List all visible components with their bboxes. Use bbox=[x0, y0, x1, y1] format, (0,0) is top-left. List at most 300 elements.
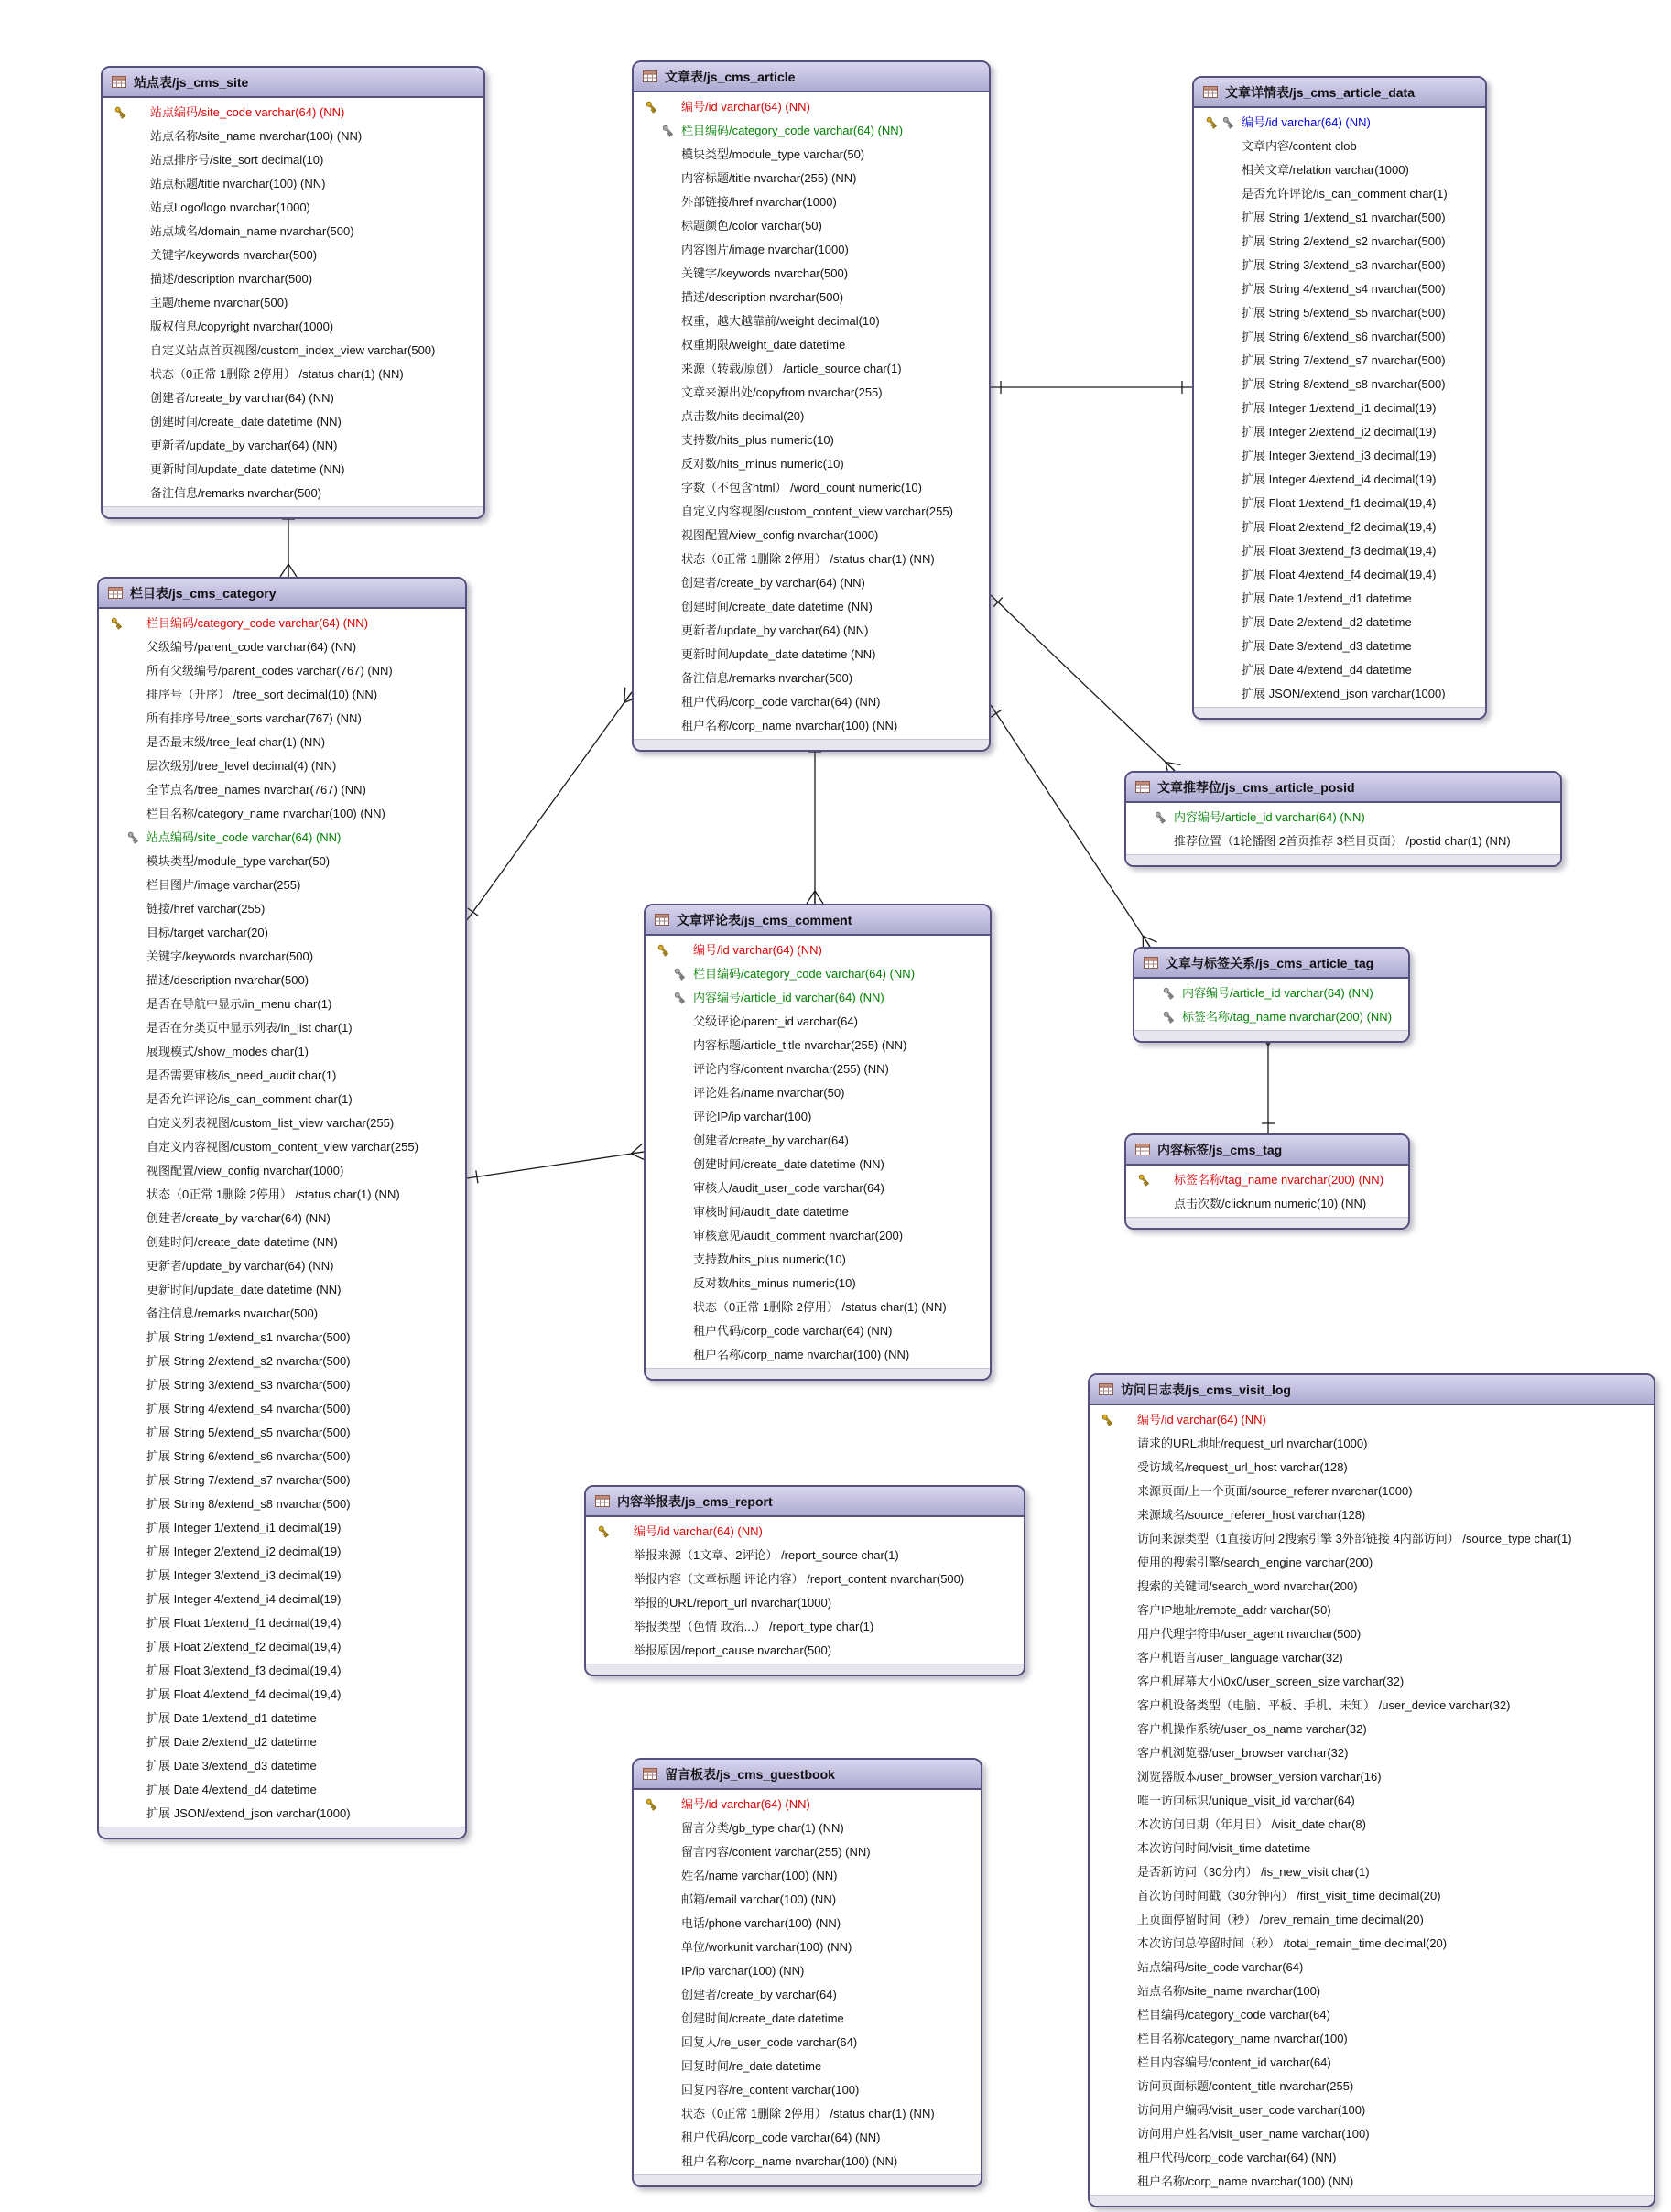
field-extend_json[interactable] bbox=[99, 1802, 465, 1826]
field-user_agent[interactable] bbox=[1090, 1622, 1654, 1646]
table-js_cms_article_data[interactable] bbox=[1192, 76, 1487, 720]
field-keywords[interactable] bbox=[103, 244, 483, 267]
field-article_id[interactable] bbox=[1126, 806, 1560, 830]
field-extend_s4[interactable] bbox=[99, 1397, 465, 1421]
field-search_word[interactable] bbox=[1090, 1575, 1654, 1599]
field-corp_name[interactable] bbox=[634, 714, 989, 738]
field-tag_name[interactable] bbox=[1126, 1168, 1408, 1192]
field-id[interactable] bbox=[634, 95, 989, 119]
field-in_list[interactable] bbox=[99, 1016, 465, 1040]
field-label: 创建者/create_by varchar(64) (NN) bbox=[681, 576, 865, 590]
field-id[interactable] bbox=[634, 1793, 981, 1816]
field-extend_d2[interactable] bbox=[1194, 611, 1485, 634]
field-href[interactable] bbox=[99, 897, 465, 921]
table-title: 站点表/js_cms_site bbox=[134, 74, 249, 90]
field-description[interactable] bbox=[634, 286, 989, 309]
field-title[interactable] bbox=[103, 172, 483, 196]
field-remarks[interactable] bbox=[634, 667, 989, 690]
field-label: 举报类型（色情 政治...） /report_type char(1) bbox=[634, 1620, 874, 1633]
field-create_by[interactable] bbox=[99, 1207, 465, 1231]
field-extend_s4[interactable] bbox=[1194, 277, 1485, 301]
field-extend_i4[interactable] bbox=[99, 1588, 465, 1611]
table-header-js_cms_guestbook[interactable] bbox=[634, 1760, 981, 1790]
field-tree_level[interactable] bbox=[99, 754, 465, 778]
field-tree_names[interactable] bbox=[99, 778, 465, 802]
field-corp_name[interactable] bbox=[634, 2150, 981, 2174]
field-label: 租户代码/corp_code varchar(64) (NN) bbox=[693, 1324, 893, 1338]
field-id[interactable] bbox=[586, 1520, 1024, 1544]
field-site_code[interactable] bbox=[99, 826, 465, 850]
field-copyfrom[interactable] bbox=[634, 381, 989, 405]
field-status[interactable] bbox=[634, 2102, 981, 2126]
field-description[interactable] bbox=[103, 267, 483, 291]
foreign-key-icon bbox=[1154, 810, 1168, 825]
field-extend_d3[interactable] bbox=[99, 1754, 465, 1778]
field-view_config[interactable] bbox=[634, 524, 989, 548]
field-create_date[interactable] bbox=[646, 1153, 990, 1176]
field-article_title[interactable] bbox=[646, 1034, 990, 1057]
field-label: 栏目名称/category_name nvarchar(100) bbox=[1137, 2032, 1348, 2045]
table-js_cms_guestbook[interactable] bbox=[632, 1758, 982, 2187]
field-label: 站点编码/site_code varchar(64) bbox=[1137, 1960, 1304, 1974]
field-visit_user_code[interactable] bbox=[1090, 2098, 1654, 2122]
table-js_cms_tag[interactable] bbox=[1124, 1133, 1410, 1230]
field-create_by[interactable] bbox=[103, 386, 483, 410]
field-id[interactable] bbox=[646, 938, 990, 962]
field-create_by[interactable] bbox=[646, 1129, 990, 1153]
table-header-js_cms_report[interactable] bbox=[586, 1487, 1024, 1517]
field-image[interactable] bbox=[99, 873, 465, 897]
field-keywords[interactable] bbox=[634, 262, 989, 286]
field-custom_content_view[interactable] bbox=[634, 500, 989, 524]
table-js_cms_article_posid[interactable] bbox=[1124, 771, 1562, 867]
field-request_url_host[interactable] bbox=[1090, 1456, 1654, 1480]
field-extend_s3[interactable] bbox=[99, 1373, 465, 1397]
field-label: 创建者/create_by varchar(64) (NN) bbox=[146, 1211, 331, 1225]
table-footer-strip bbox=[1194, 707, 1485, 718]
field-label: 字数（不包含html） /word_count numeric(10) bbox=[681, 481, 922, 494]
field-clicknum[interactable] bbox=[1126, 1192, 1408, 1216]
field-label: 扩展 String 2/extend_s2 nvarchar(500) bbox=[1242, 234, 1446, 248]
field-create_date[interactable] bbox=[634, 2007, 981, 2031]
field-copyright[interactable] bbox=[103, 315, 483, 339]
table-header-js_cms_article[interactable] bbox=[634, 62, 989, 92]
field-hits[interactable] bbox=[634, 405, 989, 428]
field-content[interactable] bbox=[1194, 135, 1485, 158]
table-header-js_cms_article_data[interactable] bbox=[1194, 78, 1485, 108]
field-label: 关键字/keywords nvarchar(500) bbox=[681, 266, 849, 280]
field-extend_d3[interactable] bbox=[1194, 634, 1485, 658]
field-label: 扩展 String 8/extend_s8 nvarchar(500) bbox=[1242, 377, 1446, 391]
field-search_engine[interactable] bbox=[1090, 1551, 1654, 1575]
field-label: 站点排序号/site_sort decimal(10) bbox=[150, 153, 324, 167]
field-label: 扩展 String 1/extend_s1 nvarchar(500) bbox=[146, 1330, 351, 1344]
field-hits_minus[interactable] bbox=[634, 452, 989, 476]
field-postid[interactable] bbox=[1126, 830, 1560, 853]
field-source_type[interactable] bbox=[1090, 1527, 1654, 1551]
field-label: 扩展 String 7/extend_s7 nvarchar(500) bbox=[146, 1473, 351, 1487]
field-label: 栏目编码/category_code varchar(64) (NN) bbox=[681, 124, 904, 137]
field-is_can_comment[interactable] bbox=[1194, 182, 1485, 206]
field-report_source[interactable] bbox=[586, 1544, 1024, 1567]
field-label: 视图配置/view_config nvarchar(1000) bbox=[146, 1164, 344, 1177]
field-target[interactable] bbox=[99, 921, 465, 945]
field-label: 内容编号/article_id varchar(64) (NN) bbox=[1182, 986, 1373, 1000]
field-label: 编号/id varchar(64) (NN) bbox=[1137, 1413, 1266, 1426]
field-category_name[interactable] bbox=[1090, 2027, 1654, 2051]
field-extend_s3[interactable] bbox=[1194, 254, 1485, 277]
field-create_date[interactable] bbox=[99, 1231, 465, 1254]
field-label: 租户代码/corp_code varchar(64) (NN) bbox=[1137, 2151, 1337, 2164]
field-content_title[interactable] bbox=[1090, 2075, 1654, 2098]
field-extend_i4[interactable] bbox=[1194, 468, 1485, 492]
field-extend_i3[interactable] bbox=[99, 1564, 465, 1588]
field-article_id[interactable] bbox=[646, 986, 990, 1010]
field-workunit[interactable] bbox=[634, 1936, 981, 1959]
field-update_by[interactable] bbox=[103, 434, 483, 458]
table-footer-strip bbox=[103, 506, 483, 517]
field-site_name[interactable] bbox=[103, 125, 483, 148]
field-logo[interactable] bbox=[103, 196, 483, 220]
field-label: 扩展 String 3/extend_s3 nvarchar(500) bbox=[1242, 258, 1446, 272]
field-is_new_visit[interactable] bbox=[1090, 1860, 1654, 1884]
table-fields bbox=[634, 92, 989, 739]
table-js_cms_article[interactable] bbox=[632, 60, 991, 752]
field-in_menu[interactable] bbox=[99, 992, 465, 1016]
field-update_date[interactable] bbox=[634, 643, 989, 667]
field-extend_d4[interactable] bbox=[1194, 658, 1485, 682]
field-keywords[interactable] bbox=[99, 945, 465, 969]
field-category_code[interactable] bbox=[634, 119, 989, 143]
field-corp_code[interactable] bbox=[1090, 2146, 1654, 2170]
table-header-js_cms_category[interactable] bbox=[99, 579, 465, 609]
field-hits_minus[interactable] bbox=[646, 1272, 990, 1296]
field-extend_s2[interactable] bbox=[99, 1350, 465, 1373]
field-show_modes[interactable] bbox=[99, 1040, 465, 1064]
field-audit_date[interactable] bbox=[646, 1200, 990, 1224]
field-label: 描述/description nvarchar(500) bbox=[150, 272, 313, 286]
field-extend_f2[interactable] bbox=[99, 1635, 465, 1659]
field-visit_time[interactable] bbox=[1090, 1837, 1654, 1860]
field-extend_d4[interactable] bbox=[99, 1778, 465, 1802]
field-remarks[interactable] bbox=[99, 1302, 465, 1326]
field-ip[interactable] bbox=[634, 1959, 981, 1983]
field-user_screen_size[interactable] bbox=[1090, 1670, 1654, 1694]
field-audit_comment[interactable] bbox=[646, 1224, 990, 1248]
table-header-js_cms_tag[interactable] bbox=[1126, 1135, 1408, 1166]
foreign-key-icon bbox=[673, 991, 688, 1005]
field-label: 扩展 Integer 1/extend_i1 decimal(19) bbox=[1242, 401, 1437, 415]
field-weight_date[interactable] bbox=[634, 333, 989, 357]
field-extend_s7[interactable] bbox=[1194, 349, 1485, 373]
field-custom_list_view[interactable] bbox=[99, 1111, 465, 1135]
field-corp_name[interactable] bbox=[646, 1343, 990, 1367]
field-extend_f1[interactable] bbox=[99, 1611, 465, 1635]
field-category_code[interactable] bbox=[646, 962, 990, 986]
field-label: 标签名称/tag_name nvarchar(200) (NN) bbox=[1182, 1010, 1393, 1024]
field-label: 审核时间/audit_date datetime bbox=[693, 1205, 849, 1219]
field-label: 客户机屏幕大小\0x0/user_screen_size varchar(32) bbox=[1137, 1675, 1405, 1688]
field-label: 创建时间/create_date datetime bbox=[681, 2011, 844, 2025]
table-header-js_cms_site[interactable] bbox=[103, 68, 483, 98]
field-re_content[interactable] bbox=[634, 2078, 981, 2102]
field-extend_f2[interactable] bbox=[1194, 515, 1485, 539]
field-ip[interactable] bbox=[646, 1105, 990, 1129]
field-update_date[interactable] bbox=[99, 1278, 465, 1302]
field-label: 留言内容/content varchar(255) (NN) bbox=[681, 1845, 871, 1859]
field-label: 全节点名/tree_names nvarchar(767) (NN) bbox=[146, 783, 366, 797]
field-source_referer_host[interactable] bbox=[1090, 1503, 1654, 1527]
field-update_date[interactable] bbox=[103, 458, 483, 482]
field-content[interactable] bbox=[646, 1057, 990, 1081]
field-module_type[interactable] bbox=[634, 143, 989, 167]
field-custom_index_view[interactable] bbox=[103, 339, 483, 363]
field-extend_f4[interactable] bbox=[1194, 563, 1485, 587]
field-is_need_audit[interactable] bbox=[99, 1064, 465, 1088]
field-extend_s1[interactable] bbox=[1194, 206, 1485, 230]
field-extend_i1[interactable] bbox=[1194, 396, 1485, 420]
field-create_by[interactable] bbox=[634, 1983, 981, 2007]
field-name[interactable] bbox=[646, 1081, 990, 1105]
field-extend_f1[interactable] bbox=[1194, 492, 1485, 515]
field-label: 支持数/hits_plus numeric(10) bbox=[681, 433, 834, 447]
field-label: 扩展 Float 3/extend_f3 decimal(19,4) bbox=[1242, 544, 1437, 558]
field-extend_i2[interactable] bbox=[1194, 420, 1485, 444]
field-label: 自定义内容视图/custom_content_view varchar(255) bbox=[146, 1140, 418, 1154]
field-content_id[interactable] bbox=[1090, 2051, 1654, 2075]
field-article_id[interactable] bbox=[1134, 981, 1408, 1005]
field-content[interactable] bbox=[634, 1840, 981, 1864]
field-label: 栏目内容编号/content_id varchar(64) bbox=[1137, 2055, 1331, 2069]
field-category_code[interactable] bbox=[99, 612, 465, 635]
field-title[interactable] bbox=[634, 167, 989, 190]
field-visit_user_name[interactable] bbox=[1090, 2122, 1654, 2146]
field-label: 备注信息/remarks nvarchar(500) bbox=[146, 1307, 319, 1320]
field-label: 更新时间/update_date datetime (NN) bbox=[681, 647, 876, 661]
field-module_type[interactable] bbox=[99, 850, 465, 873]
foreign-key-icon bbox=[1221, 115, 1236, 130]
field-color[interactable] bbox=[634, 214, 989, 238]
field-category_code[interactable] bbox=[1090, 2003, 1654, 2027]
field-update_by[interactable] bbox=[634, 619, 989, 643]
field-name[interactable] bbox=[634, 1864, 981, 1888]
field-label: 租户名称/corp_name nvarchar(100) (NN) bbox=[681, 719, 898, 732]
field-label: 父级评论/parent_id varchar(64) bbox=[693, 1014, 858, 1028]
field-description[interactable] bbox=[99, 969, 465, 992]
field-label: 评论内容/content nvarchar(255) (NN) bbox=[693, 1062, 889, 1076]
table-header-js_cms_visit_log[interactable] bbox=[1090, 1375, 1654, 1405]
field-gb_type[interactable] bbox=[634, 1816, 981, 1840]
table-fields bbox=[99, 609, 465, 1827]
table-footer-strip bbox=[1134, 1030, 1408, 1041]
field-extend_s7[interactable] bbox=[99, 1469, 465, 1492]
field-create_date[interactable] bbox=[103, 410, 483, 434]
field-unique_visit_id[interactable] bbox=[1090, 1789, 1654, 1813]
field-extend_f4[interactable] bbox=[99, 1683, 465, 1707]
field-remote_addr[interactable] bbox=[1090, 1599, 1654, 1622]
field-create_by[interactable] bbox=[634, 571, 989, 595]
table-js_cms_site[interactable] bbox=[101, 66, 485, 519]
field-site_code[interactable] bbox=[103, 101, 483, 125]
field-label: 版权信息/copyright nvarchar(1000) bbox=[150, 320, 334, 333]
field-report_url[interactable] bbox=[586, 1591, 1024, 1615]
field-re_user_code[interactable] bbox=[634, 2031, 981, 2055]
field-weight[interactable] bbox=[634, 309, 989, 333]
field-theme[interactable] bbox=[103, 291, 483, 315]
field-tree_leaf[interactable] bbox=[99, 731, 465, 754]
table-icon bbox=[1099, 1383, 1113, 1395]
field-report_cause[interactable] bbox=[586, 1639, 1024, 1663]
table-footer-strip bbox=[1090, 2195, 1654, 2206]
field-visit_date[interactable] bbox=[1090, 1813, 1654, 1837]
field-is_can_comment[interactable] bbox=[99, 1088, 465, 1111]
field-article_source[interactable] bbox=[634, 357, 989, 381]
field-status[interactable] bbox=[103, 363, 483, 386]
table-js_cms_category[interactable] bbox=[97, 577, 467, 1839]
field-word_count[interactable] bbox=[634, 476, 989, 500]
field-tree_sort[interactable] bbox=[99, 683, 465, 707]
field-remarks[interactable] bbox=[103, 482, 483, 505]
table-title: 内容标签/js_cms_tag bbox=[1157, 1142, 1283, 1157]
field-user_os_name[interactable] bbox=[1090, 1718, 1654, 1741]
field-re_date[interactable] bbox=[634, 2055, 981, 2078]
field-parent_code[interactable] bbox=[99, 635, 465, 659]
field-corp_code[interactable] bbox=[646, 1319, 990, 1343]
field-label: 来源域名/source_referer_host varchar(128) bbox=[1137, 1508, 1366, 1522]
field-extend_d1[interactable] bbox=[1194, 587, 1485, 611]
table-js_cms_comment[interactable] bbox=[644, 904, 992, 1381]
field-extend_i1[interactable] bbox=[99, 1516, 465, 1540]
field-audit_user_code[interactable] bbox=[646, 1176, 990, 1200]
field-category_name[interactable] bbox=[99, 802, 465, 826]
field-source_referer[interactable] bbox=[1090, 1480, 1654, 1503]
field-extend_i2[interactable] bbox=[99, 1540, 465, 1564]
field-label: 创建者/create_by varchar(64) bbox=[681, 1988, 837, 2001]
field-extend_i3[interactable] bbox=[1194, 444, 1485, 468]
field-total_remain_time[interactable] bbox=[1090, 1932, 1654, 1956]
field-extend_s6[interactable] bbox=[99, 1445, 465, 1469]
field-user_browser[interactable] bbox=[1090, 1741, 1654, 1765]
field-label: 编号/id varchar(64) (NN) bbox=[634, 1524, 763, 1538]
field-label: 扩展 String 2/extend_s2 nvarchar(500) bbox=[146, 1354, 351, 1368]
primary-key-icon bbox=[1205, 115, 1220, 130]
field-create_date[interactable] bbox=[634, 595, 989, 619]
field-label: 是否允许评论/is_can_comment char(1) bbox=[1242, 187, 1448, 201]
table-header-js_cms_article_posid[interactable] bbox=[1126, 773, 1560, 803]
field-label: 搜索的关键词/search_word nvarchar(200) bbox=[1137, 1579, 1358, 1593]
field-tag_name[interactable] bbox=[1134, 1005, 1408, 1029]
field-update_by[interactable] bbox=[99, 1254, 465, 1278]
field-status[interactable] bbox=[634, 548, 989, 571]
field-custom_content_view[interactable] bbox=[99, 1135, 465, 1159]
field-extend_s8[interactable] bbox=[99, 1492, 465, 1516]
field-relation[interactable] bbox=[1194, 158, 1485, 182]
field-label: 模块类型/module_type varchar(50) bbox=[146, 854, 331, 868]
field-label: 审核意见/audit_comment nvarchar(200) bbox=[693, 1229, 904, 1242]
field-label: 创建时间/create_date datetime (NN) bbox=[150, 415, 342, 428]
field-extend_s5[interactable] bbox=[1194, 301, 1485, 325]
field-tree_sorts[interactable] bbox=[99, 707, 465, 731]
table-js_cms_report[interactable] bbox=[584, 1485, 1025, 1676]
field-label: 举报的URL/report_url nvarchar(1000) bbox=[634, 1596, 832, 1610]
field-corp_code[interactable] bbox=[634, 2126, 981, 2150]
field-parent_codes[interactable] bbox=[99, 659, 465, 683]
field-site_code[interactable] bbox=[1090, 1956, 1654, 1979]
field-id[interactable] bbox=[1194, 111, 1485, 135]
field-user_language[interactable] bbox=[1090, 1646, 1654, 1670]
table-js_cms_visit_log[interactable] bbox=[1088, 1373, 1655, 2207]
table-header-js_cms_comment[interactable] bbox=[646, 905, 990, 936]
field-label: 是否最末级/tree_leaf char(1) (NN) bbox=[146, 735, 326, 749]
field-email[interactable] bbox=[634, 1888, 981, 1912]
field-label: 栏目图片/image varchar(255) bbox=[146, 878, 301, 892]
field-phone[interactable] bbox=[634, 1912, 981, 1936]
field-label: 访问用户姓名/visit_user_name varchar(100) bbox=[1137, 2127, 1370, 2141]
field-extend_s8[interactable] bbox=[1194, 373, 1485, 396]
field-label: 编号/id varchar(64) (NN) bbox=[1242, 115, 1371, 129]
field-label: 标题颜色/color varchar(50) bbox=[681, 219, 822, 233]
field-first_visit_time[interactable] bbox=[1090, 1884, 1654, 1908]
field-label: 扩展 Date 3/extend_d3 datetime bbox=[146, 1759, 317, 1773]
field-request_url[interactable] bbox=[1090, 1432, 1654, 1456]
field-status[interactable] bbox=[646, 1296, 990, 1319]
field-extend_d1[interactable] bbox=[99, 1707, 465, 1730]
field-label: 内容标题/title nvarchar(255) (NN) bbox=[681, 171, 857, 185]
field-extend_json[interactable] bbox=[1194, 682, 1485, 706]
field-label: 扩展 Date 1/extend_d1 datetime bbox=[146, 1711, 317, 1725]
field-label: 请求的URL地址/request_url nvarchar(1000) bbox=[1137, 1437, 1368, 1450]
field-extend_d2[interactable] bbox=[99, 1730, 465, 1754]
field-extend_s2[interactable] bbox=[1194, 230, 1485, 254]
field-extend_f3[interactable] bbox=[99, 1659, 465, 1683]
field-label: 扩展 String 4/extend_s4 nvarchar(500) bbox=[1242, 282, 1446, 296]
field-hits_plus[interactable] bbox=[634, 428, 989, 452]
field-domain_name[interactable] bbox=[103, 220, 483, 244]
field-extend_s1[interactable] bbox=[99, 1326, 465, 1350]
table-icon bbox=[1135, 781, 1150, 793]
field-image[interactable] bbox=[634, 238, 989, 262]
table-header-js_cms_article_tag[interactable] bbox=[1134, 949, 1408, 979]
field-corp_code[interactable] bbox=[634, 690, 989, 714]
field-status[interactable] bbox=[99, 1183, 465, 1207]
field-report_content[interactable] bbox=[586, 1567, 1024, 1591]
field-extend_s5[interactable] bbox=[99, 1421, 465, 1445]
field-label: 使用的搜索引擎/search_engine varchar(200) bbox=[1137, 1556, 1373, 1569]
field-extend_s6[interactable] bbox=[1194, 325, 1485, 349]
field-site_sort[interactable] bbox=[103, 148, 483, 172]
table-icon bbox=[1135, 1144, 1150, 1155]
field-label: 描述/description nvarchar(500) bbox=[146, 973, 309, 987]
table-js_cms_article_tag[interactable] bbox=[1133, 947, 1410, 1043]
field-id[interactable] bbox=[1090, 1408, 1654, 1432]
field-user_browser_version[interactable] bbox=[1090, 1765, 1654, 1789]
field-view_config[interactable] bbox=[99, 1159, 465, 1183]
foreign-key-icon bbox=[126, 830, 141, 845]
field-extend_f3[interactable] bbox=[1194, 539, 1485, 563]
primary-key-icon bbox=[656, 943, 671, 958]
field-corp_name[interactable] bbox=[1090, 2170, 1654, 2194]
field-label: 扩展 Float 1/extend_f1 decimal(19,4) bbox=[1242, 496, 1437, 510]
field-report_type[interactable] bbox=[586, 1615, 1024, 1639]
field-prev_remain_time[interactable] bbox=[1090, 1908, 1654, 1932]
field-hits_plus[interactable] bbox=[646, 1248, 990, 1272]
field-href[interactable] bbox=[634, 190, 989, 214]
table-title: 文章与标签关系/js_cms_article_tag bbox=[1166, 955, 1374, 970]
field-site_name[interactable] bbox=[1090, 1979, 1654, 2003]
field-user_device[interactable] bbox=[1090, 1694, 1654, 1718]
field-label: 创建时间/create_date datetime (NN) bbox=[693, 1157, 884, 1171]
field-parent_id[interactable] bbox=[646, 1010, 990, 1034]
